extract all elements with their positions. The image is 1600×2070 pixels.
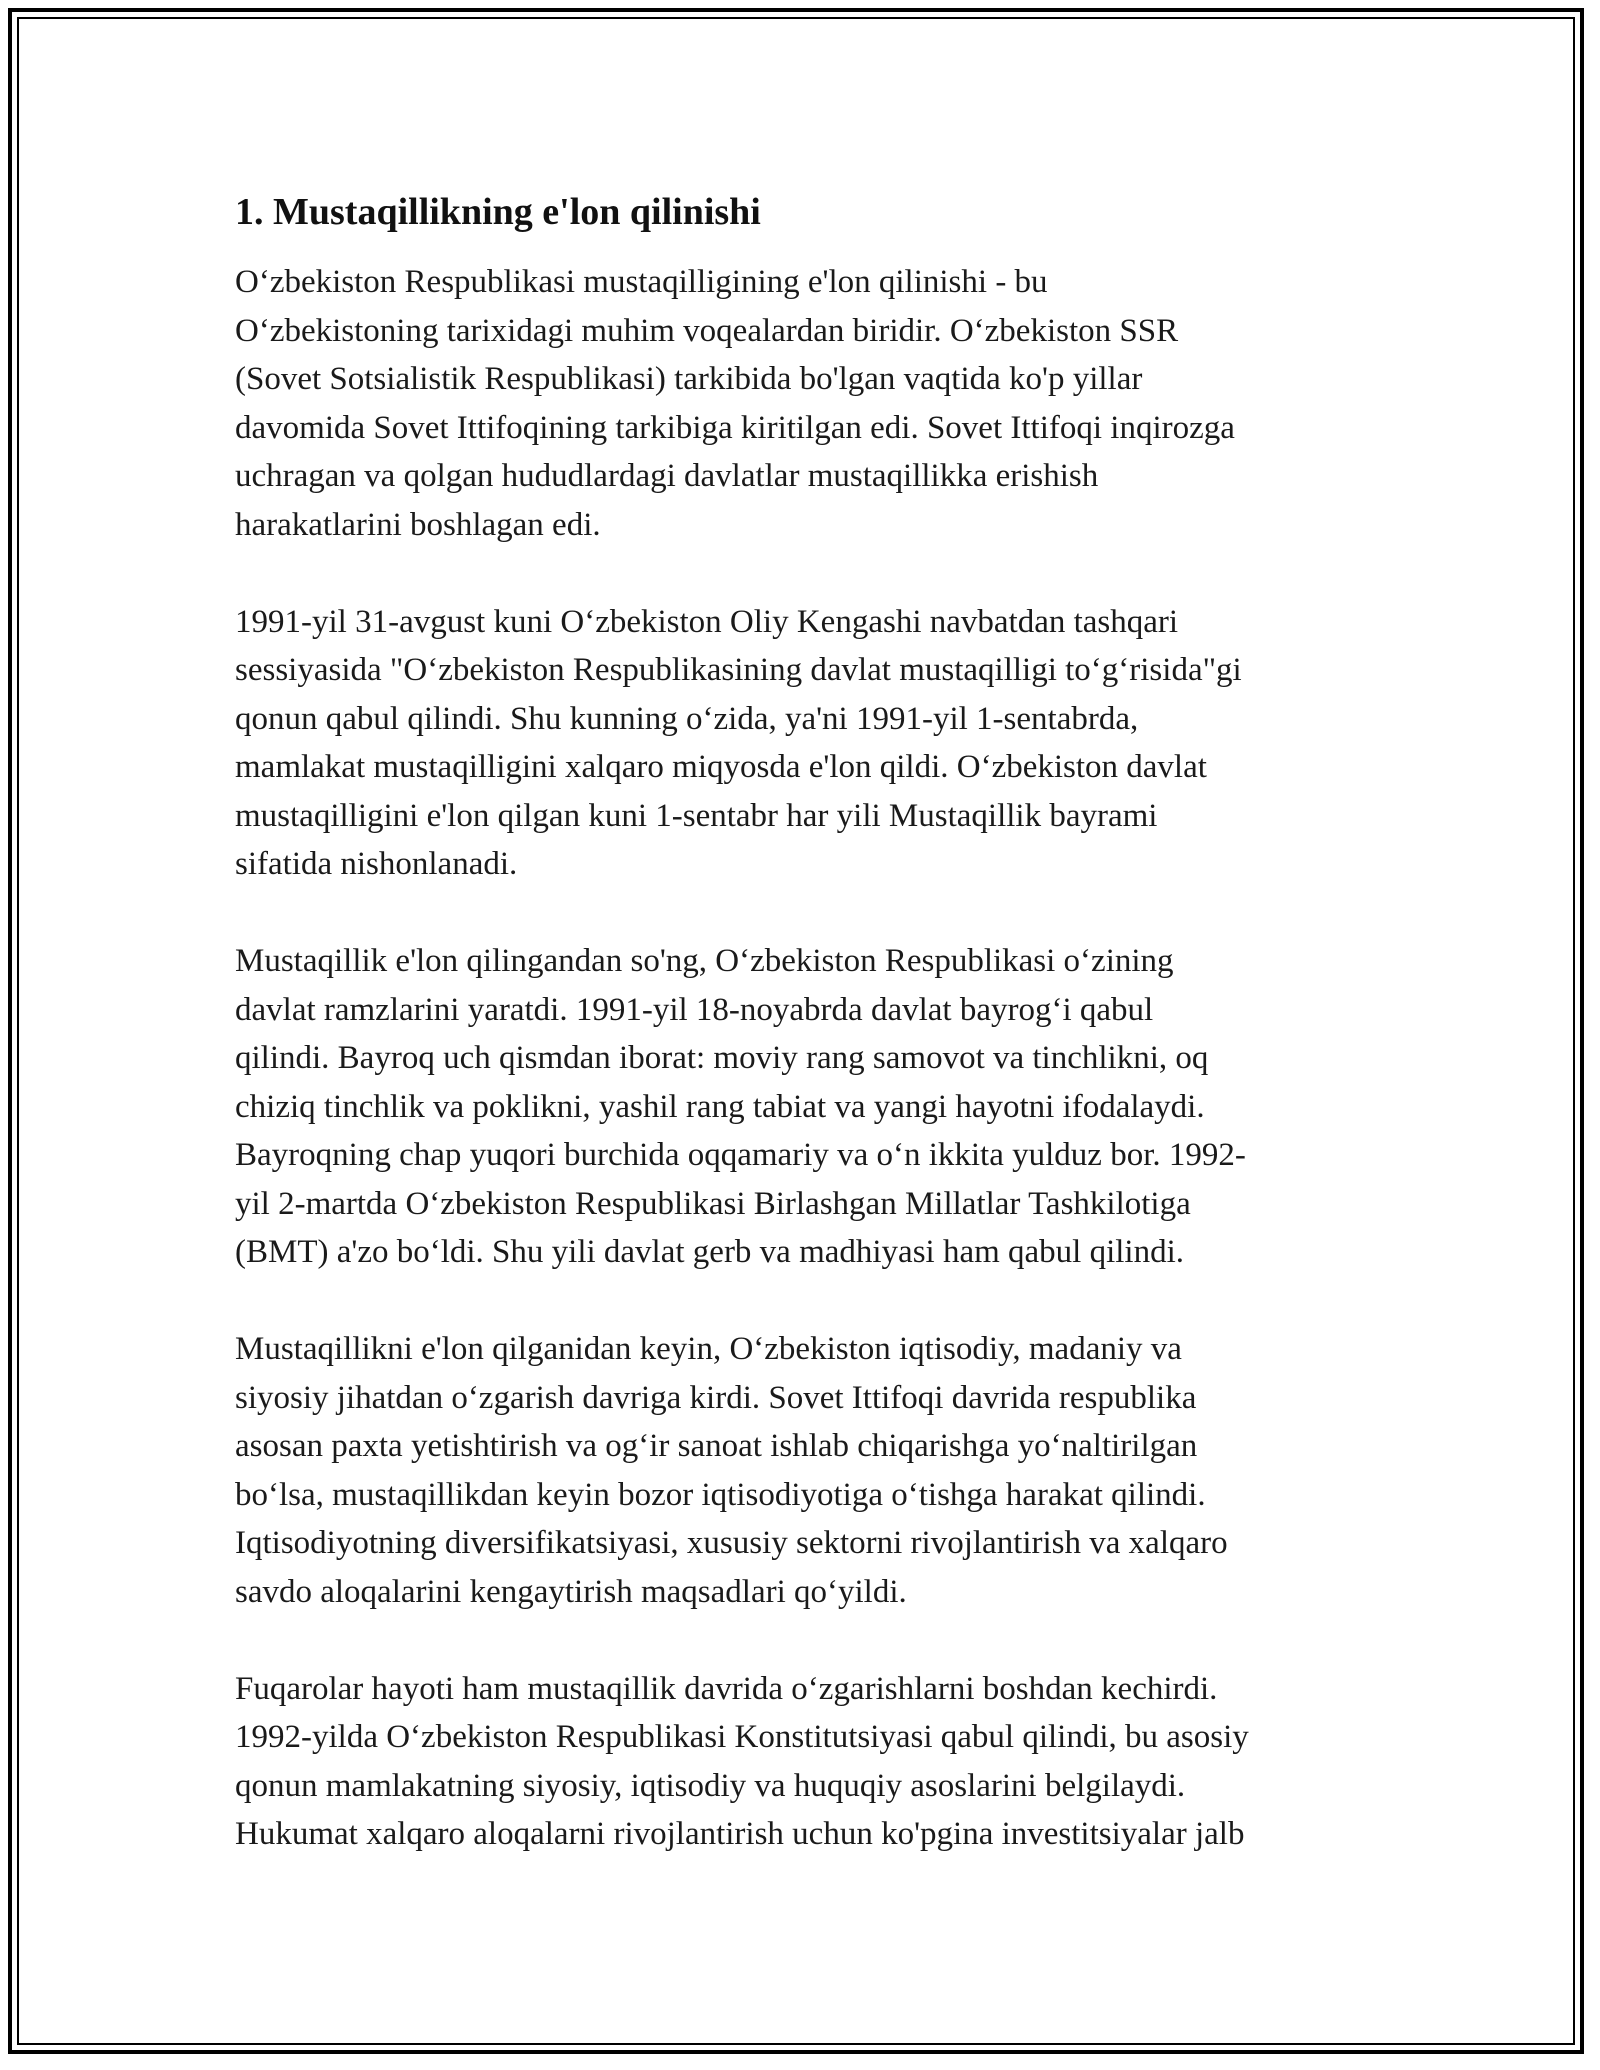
paragraph-line: yil 2-martda Oʻzbekiston Respublikasi Birlashgan Millatlar Tashkilotiga — [235, 1185, 1191, 1222]
paragraph-4 — [235, 1325, 1375, 1616]
paragraph-line: Iqtisodiyotning diversifikatsiyasi, xususiy sektorni rivojlantirish va xalqaro — [235, 1525, 1228, 1561]
paragraph-line: sifatida nishonlanadi. — [235, 846, 518, 882]
paragraph-line: Hukumat xalqaro aloqalarni rivojlantirish uchun ko'pgina investitsiyalar jalb — [235, 1816, 1245, 1852]
paragraph-1 — [235, 258, 1375, 549]
paragraph-line: chiziq tinchlik va poklikni, yashil rang tabiat va yangi hayotni ifodalaydi. — [235, 1088, 1205, 1125]
paragraph-line: (BMT) a'zo boʻldi. Shu yili davlat gerb va madhiyasi ham qabul qilindi. — [235, 1234, 1185, 1270]
paragraph-3 — [235, 937, 1375, 1277]
paragraph-line: (Sovet Sotsialistik Respublikasi) tarkibida bo'lgan vaqtida ko'p yillar — [235, 361, 1143, 397]
paragraph-line: Fuqarolar hayoti ham mustaqillik davrida oʻzgarishlarni boshdan kechirdi. — [235, 1670, 1218, 1707]
section-heading: 1. Mustaqillikning e'lon qilinishi — [235, 191, 761, 233]
paragraph-line: qonun qabul qilindi. Shu kunning oʻzida, ya'ni 1991-yil 1-sentabrda, — [235, 700, 1139, 737]
paragraph-line: 1991-yil 31-avgust kuni Oʻzbekiston Oliy Kengashi navbatdan tashqari — [235, 603, 1179, 640]
paragraph-line: uchragan va qolgan hududlardagi davlatlar mustaqillikka erishish — [235, 458, 1099, 494]
paragraph-line: asosan paxta yetishtirish va ogʻir sanoat ishlab chiqarishga yoʻnaltirilgan — [235, 1428, 1198, 1464]
paragraph-line: Oʻzbekistoning tarixidagi muhim voqealardan biridir. Oʻzbekiston SSR — [235, 312, 1179, 349]
paragraph-line: mamlakat mustaqilligini xalqaro miqyosda e'lon qildi. Oʻzbekiston davlat — [235, 749, 1207, 785]
paragraph-line: sessiyasida "Oʻzbekiston Respublikasining davlat mustaqilligi toʻgʻrisida"gi — [235, 652, 1242, 688]
document-body — [235, 188, 1375, 1907]
paragraph-5 — [235, 1665, 1375, 1859]
paragraph-line: 1992-yilda Oʻzbekiston Respublikasi Konstitutsiyasi qabul qilindi, bu asosiy — [235, 1719, 1249, 1755]
paragraph-line: harakatlarini boshlagan edi. — [235, 506, 601, 543]
paragraph-line: boʻlsa, mustaqillikdan keyin bozor iqtisodiyotiga oʻtishga harakat qilindi. — [235, 1476, 1206, 1513]
paragraph-line: qilindi. Bayroq uch qismdan iborat: moviy rang samovot va tinchlikni, oq — [235, 1040, 1209, 1076]
paragraph-line: davlat ramzlarini yaratdi. 1991-yil 18-noyabrda davlat bayrogʻi qabul — [235, 991, 1154, 1028]
paragraph-line: Mustaqillik e'lon qilingandan so'ng, Oʻzbekiston Respublikasi oʻzining — [235, 943, 1174, 979]
paragraph-line: savdo aloqalarini kengaytirish maqsadlari qoʻyildi. — [235, 1573, 907, 1610]
paragraph-line: Bayroqning chap yuqori burchida oqqamariy va oʻn ikkita yulduz bor. 1992- — [235, 1137, 1246, 1173]
paragraph-line: davomida Sovet Ittifoqining tarkibiga kiritilgan edi. Sovet Ittifoqi inqirozga — [235, 409, 1235, 446]
paragraph-line: siyosiy jihatdan oʻzgarish davriga kirdi. Sovet Ittifoqi davrida respublika — [235, 1379, 1197, 1416]
paragraph-line: qonun mamlakatning siyosiy, iqtisodiy va huquqiy asoslarini belgilaydi. — [235, 1767, 1186, 1804]
paragraph-line: mustaqilligini e'lon qilgan kuni 1-sentabr har yili Mustaqillik bayrami — [235, 797, 1158, 834]
paragraph-line: Mustaqillikni e'lon qilganidan keyin, Oʻzbekiston iqtisodiy, madaniy va — [235, 1331, 1182, 1367]
paragraph-2 — [235, 598, 1375, 889]
paragraph-line: Oʻzbekiston Respublikasi mustaqilligining e'lon qilinishi - bu — [235, 264, 1048, 300]
